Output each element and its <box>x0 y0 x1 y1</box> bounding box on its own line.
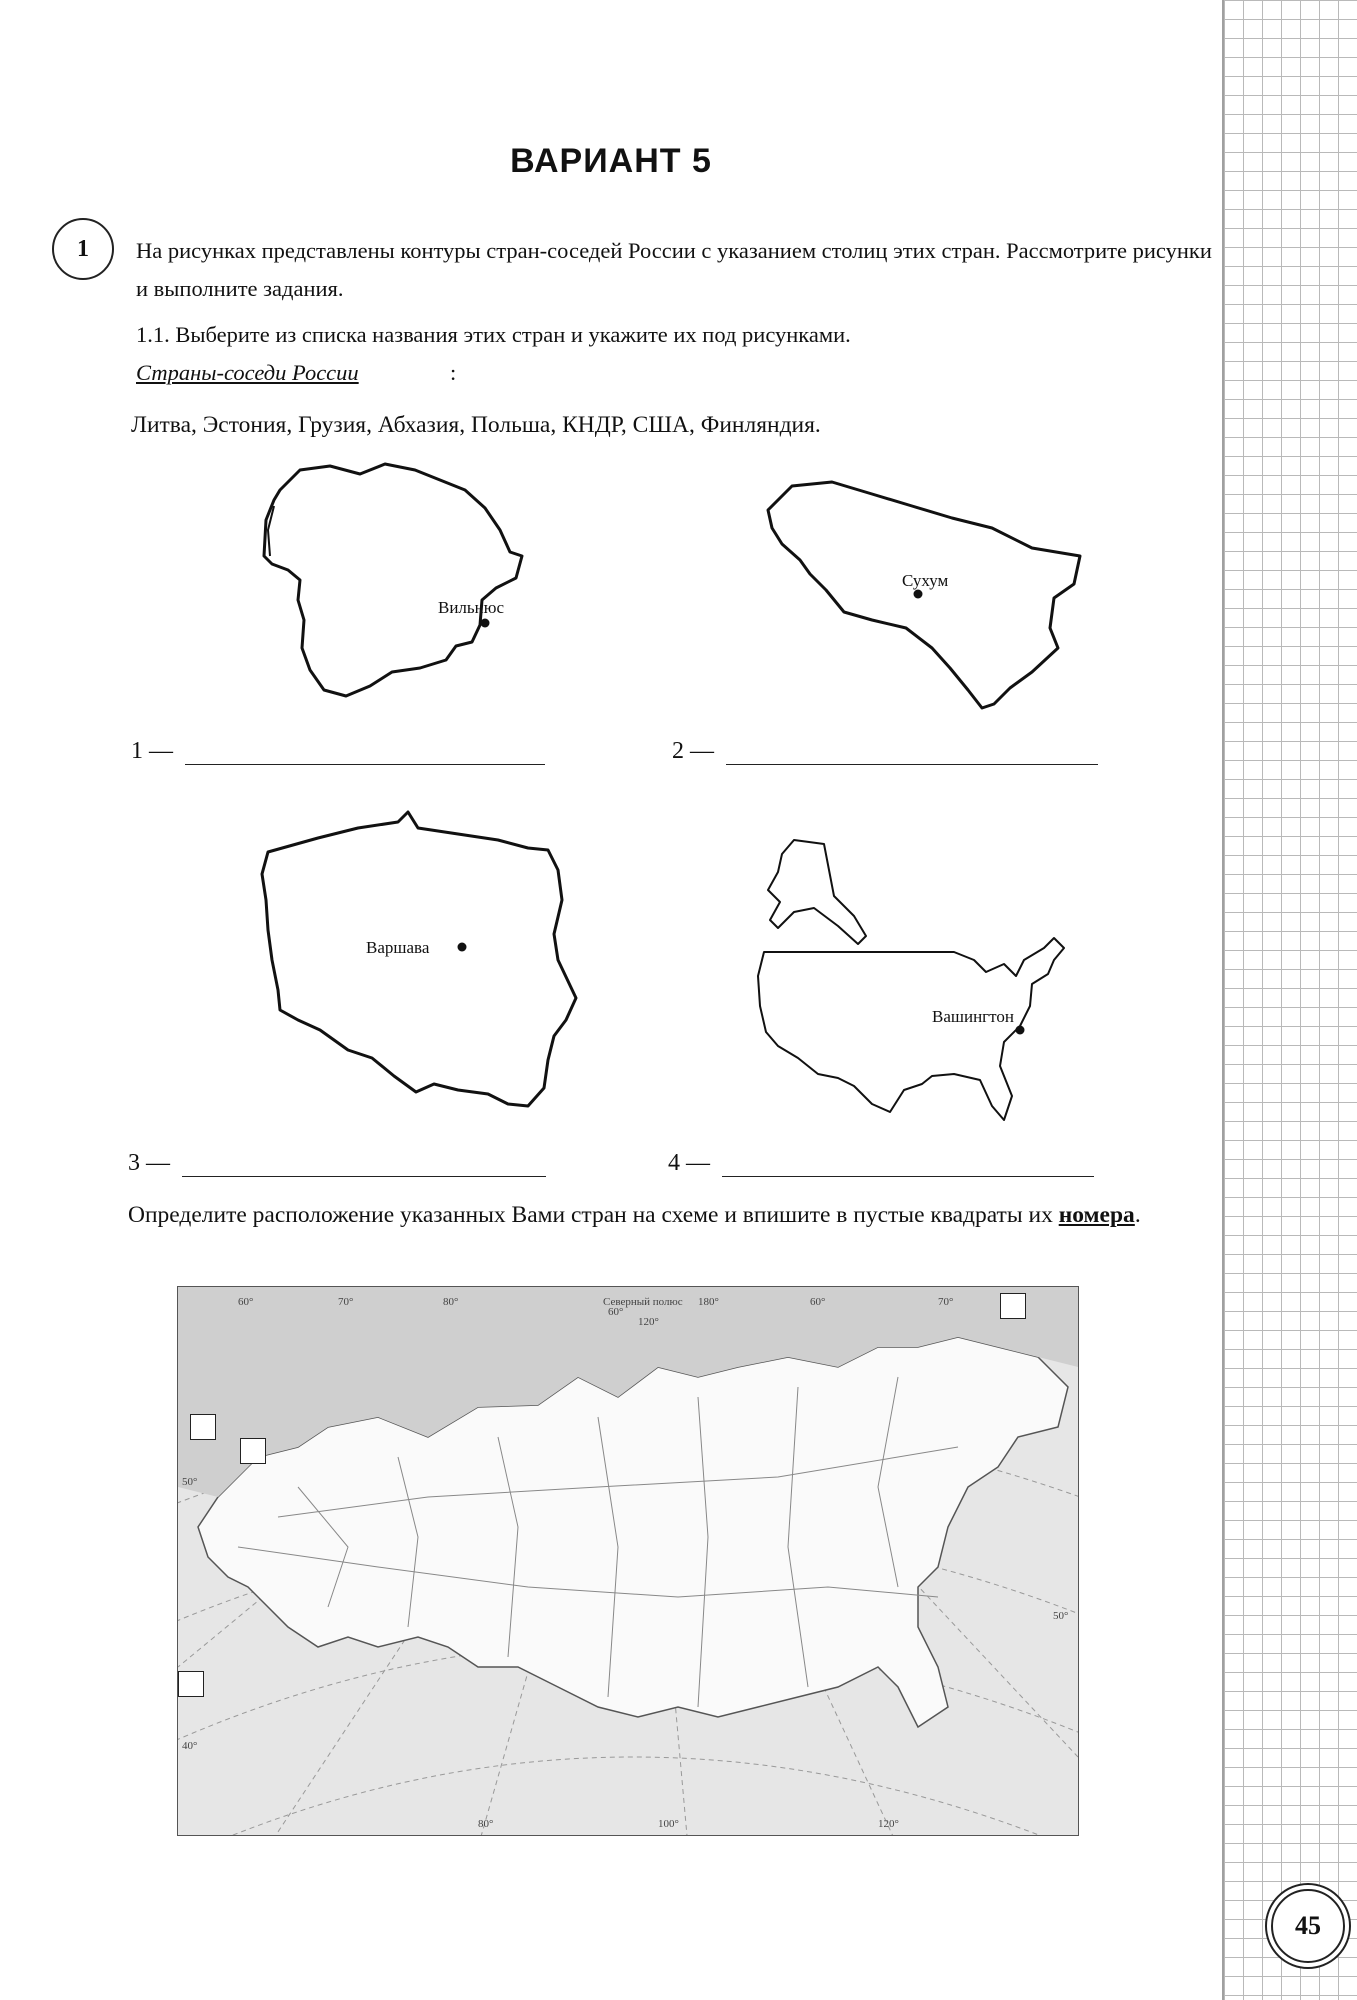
map-label-1: 70° <box>338 1296 354 1308</box>
russia-outline-map <box>177 1286 1079 1836</box>
answer-label-2: 2 — <box>672 738 714 764</box>
page-number: 45 <box>1271 1889 1345 1963</box>
page-number-badge <box>1265 1883 1351 1969</box>
map-label-3: Северный полюс <box>603 1296 683 1308</box>
capital-label-vilnius: Вильнюс <box>438 598 505 617</box>
graph-paper-margin <box>1222 0 1357 2000</box>
map-answer-box-2[interactable] <box>240 1438 266 1464</box>
map-label-5: 60° <box>810 1296 826 1308</box>
capital-label-washington: Вашингтон <box>932 1007 1014 1026</box>
answer-line-4 <box>668 1150 1094 1177</box>
answer-line-3 <box>128 1150 546 1177</box>
map-label-6: 120° <box>638 1316 659 1328</box>
map-answer-box-4[interactable] <box>178 1671 204 1697</box>
map-answer-box-3[interactable] <box>1000 1293 1026 1319</box>
map-answer-box-1[interactable] <box>190 1414 216 1440</box>
map-label-14: 50° <box>1053 1610 1069 1622</box>
map-label-11: 80° <box>478 1818 494 1830</box>
answer-input-1[interactable] <box>185 742 545 765</box>
country-list: Литва, Эстония, Грузия, Абхазия, Польша, КНДР, США, Финляндия. <box>131 412 821 438</box>
map-label-4: 180° <box>698 1296 719 1308</box>
task-1-1-instruction: 1.1. Выберите из списка названия этих стран и укажите их под рисунками. <box>136 322 851 347</box>
figure-3-outline <box>258 810 598 1130</box>
locate-instruction <box>128 1195 1208 1235</box>
figure-1-outline <box>260 460 600 710</box>
capital-label-sukhum: Сухум <box>902 571 949 590</box>
answer-label-3: 3 — <box>128 1150 170 1176</box>
list-heading <box>136 354 359 392</box>
question-number-badge: 1 <box>52 218 114 280</box>
list-title-text: Страны-соседи России <box>136 360 359 385</box>
figure-2-outline <box>762 478 1092 718</box>
question-intro: На рисунках представлены контуры стран-соседей России с указанием столиц этих стран. Рассмотрите рисунки и выполните задания. <box>136 238 1212 301</box>
map-label-9: 50° <box>182 1476 198 1488</box>
map-label-13: 120° <box>878 1818 899 1830</box>
answer-input-4[interactable] <box>722 1154 1094 1177</box>
map-label-10: 40° <box>182 1740 198 1752</box>
map-label-2: 80° <box>443 1296 459 1308</box>
map-label-7: 60° <box>608 1306 624 1318</box>
list-heading-colon: : <box>450 360 457 385</box>
page-title: ВАРИАНТ 5 <box>510 142 712 180</box>
answer-line-1 <box>131 738 545 765</box>
answer-line-2 <box>672 738 1098 765</box>
locate-bold-word: номера <box>1058 1202 1135 1228</box>
answer-input-2[interactable] <box>726 742 1098 765</box>
map-label-8: 70° <box>938 1296 954 1308</box>
figure-4-outline <box>754 836 1094 1136</box>
capital-label-warsaw: Варшава <box>366 938 430 957</box>
answer-label-1: 1 — <box>131 738 173 764</box>
locate-end: . <box>1134 1202 1141 1228</box>
answer-label-4: 4 — <box>668 1150 710 1176</box>
answer-input-3[interactable] <box>182 1154 546 1177</box>
map-label-0: 60° <box>238 1296 254 1308</box>
map-label-12: 100° <box>658 1818 679 1830</box>
map-drawing <box>178 1287 1078 1835</box>
locate-text: Определите расположение указанных Вами стран на схеме и впишите в пустые квадраты их <box>128 1202 1053 1228</box>
